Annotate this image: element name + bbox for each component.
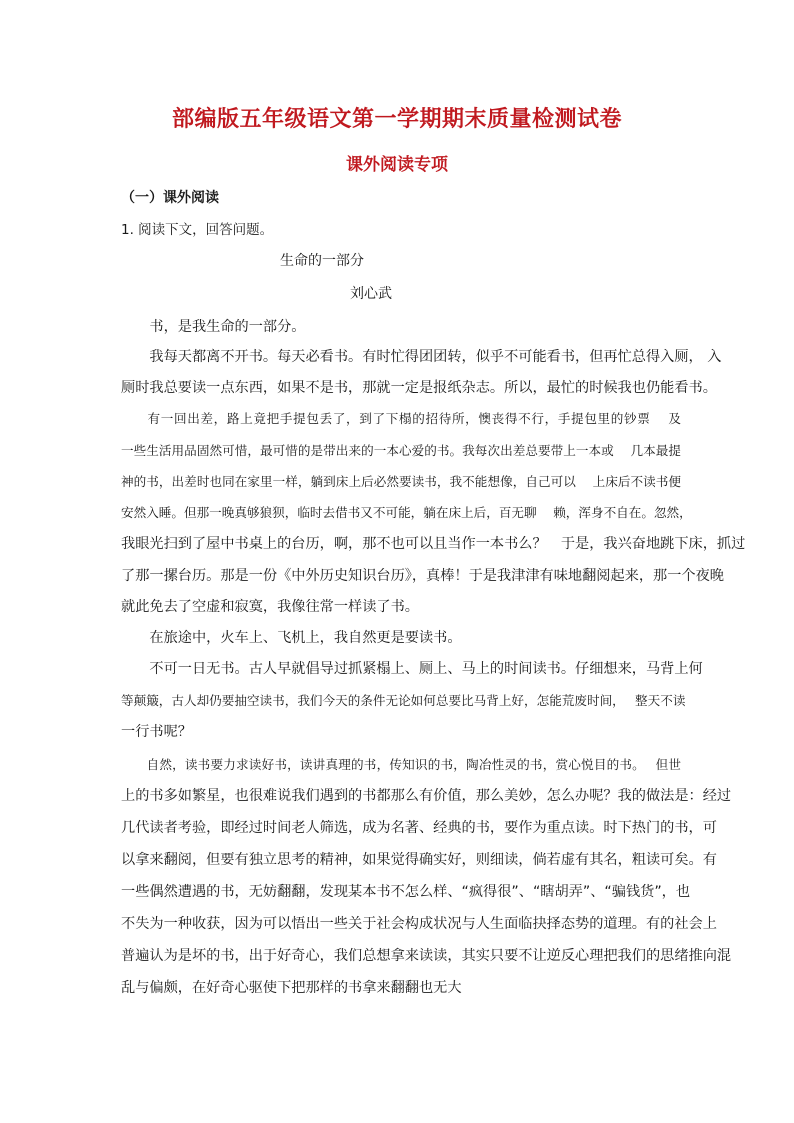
- article-line: 我眼光扫到了屋中书桌上的台历，啊，那不也可以且当作一本书么？ 于是，我兴奋地跳下床，抓过: [121, 536, 746, 552]
- exam-subtitle: 课外阅读专项: [346, 155, 448, 175]
- exam-title: 部编版五年级语文第一学期期末质量检测试卷: [171, 107, 622, 132]
- question-instruction: 1. 阅读下文，回答问题。: [121, 222, 274, 238]
- article-line: 安然入睡。但那一晚真够狼狈，临时去借书又不可能，躺在床上后，百无聊 赖，浑身不自在。忽然，: [121, 505, 692, 520]
- article-line: 自然，读书要力求读好书，读讲真理的书，传知识的书，陶冶性灵的书，赏心悦目的书。 但世: [121, 757, 681, 772]
- article-line: 神的书，出差时也同在家里一样，躺到床上后必然要读书，我不能想像，自己可以 上床后不读书便: [121, 474, 681, 489]
- article-line: 不可一日无书。古人早就倡导过抓紧榻上、厕上、马上的时间读书。仔细想来，马背上何: [121, 661, 703, 677]
- article-line: 乱与偏颇，在好奇心驱使下把那样的书拿来翻翻也无大: [121, 980, 462, 996]
- article-line: 书，是我生命的一部分。: [121, 319, 306, 335]
- article-line: 上的书多如繁星，也很难说我们遇到的书都那么有价值，那么美妙，怎么办呢？我的做法是：经过: [121, 788, 732, 804]
- article-line: 我每天都离不开书。每天必看书。有时忙得团团转，似乎不可能看书，但再忙总得入厕， 入: [121, 349, 722, 365]
- section-heading: （一）课外阅读: [121, 190, 219, 206]
- article-author: 刘心武: [350, 286, 392, 302]
- article-line: 一行书呢？: [121, 724, 192, 740]
- article-line: 就此免去了空虚和寂寞，我像往常一样读了书。: [121, 599, 419, 615]
- article-line: 以拿来翻阅，但要有独立思考的精神，如果觉得确实好，则细读，倘若虚有其名，粗读可矣。有: [121, 852, 717, 868]
- article-line: 不失为一种收获，因为可以悟出一些关于社会构成状况与人生面临抉择态势的道理。有的社会上: [121, 916, 717, 932]
- article-line: 几代读者考验，即经过时间老人筛选，成为名著、经典的书，要作为重点读。时下热门的书，可: [121, 820, 717, 836]
- article-line: 一些偶然遭遇的书，无妨翻翻，发现某本书不怎么样、“疯得很”、“瞎胡弄”、“骗钱货”，也: [121, 884, 691, 900]
- article-title: 生命的一部分: [280, 253, 364, 269]
- article-line: 有一回出差，路上竟把手提包丢了，到了下榻的招待所，懊丧得不行，手提包里的钞票 及: [121, 411, 681, 426]
- article-line: 了那一摞台历。那是一份《中外历史知识台历》，真棒！于是我津津有味地翻阅起来，那一个夜晚: [121, 568, 724, 584]
- article-line: 普遍认为是坏的书，出于好奇心，我们总想拿来读读，其实只要不让逆反心理把我们的思绪推向混: [121, 948, 732, 964]
- article-line: 一些生活用品固然可惜，最可惜的是带出来的一本心爱的书。我每次出差总要带上一本或 几本最提: [121, 443, 681, 458]
- article-line: 厕时我总要读一点东西，如果不是书，那就一定是报纸杂志。所以，最忙的时候我也仍能看书。: [121, 380, 717, 396]
- article-line: 在旅途中，火车上、飞机上，我自然更是要读书。: [121, 630, 462, 646]
- article-line: 等颠簸，古人却仍要抽空读书，我们今天的条件无论如何总要比马背上好，怎能荒废时间， 整天不读: [121, 693, 686, 708]
